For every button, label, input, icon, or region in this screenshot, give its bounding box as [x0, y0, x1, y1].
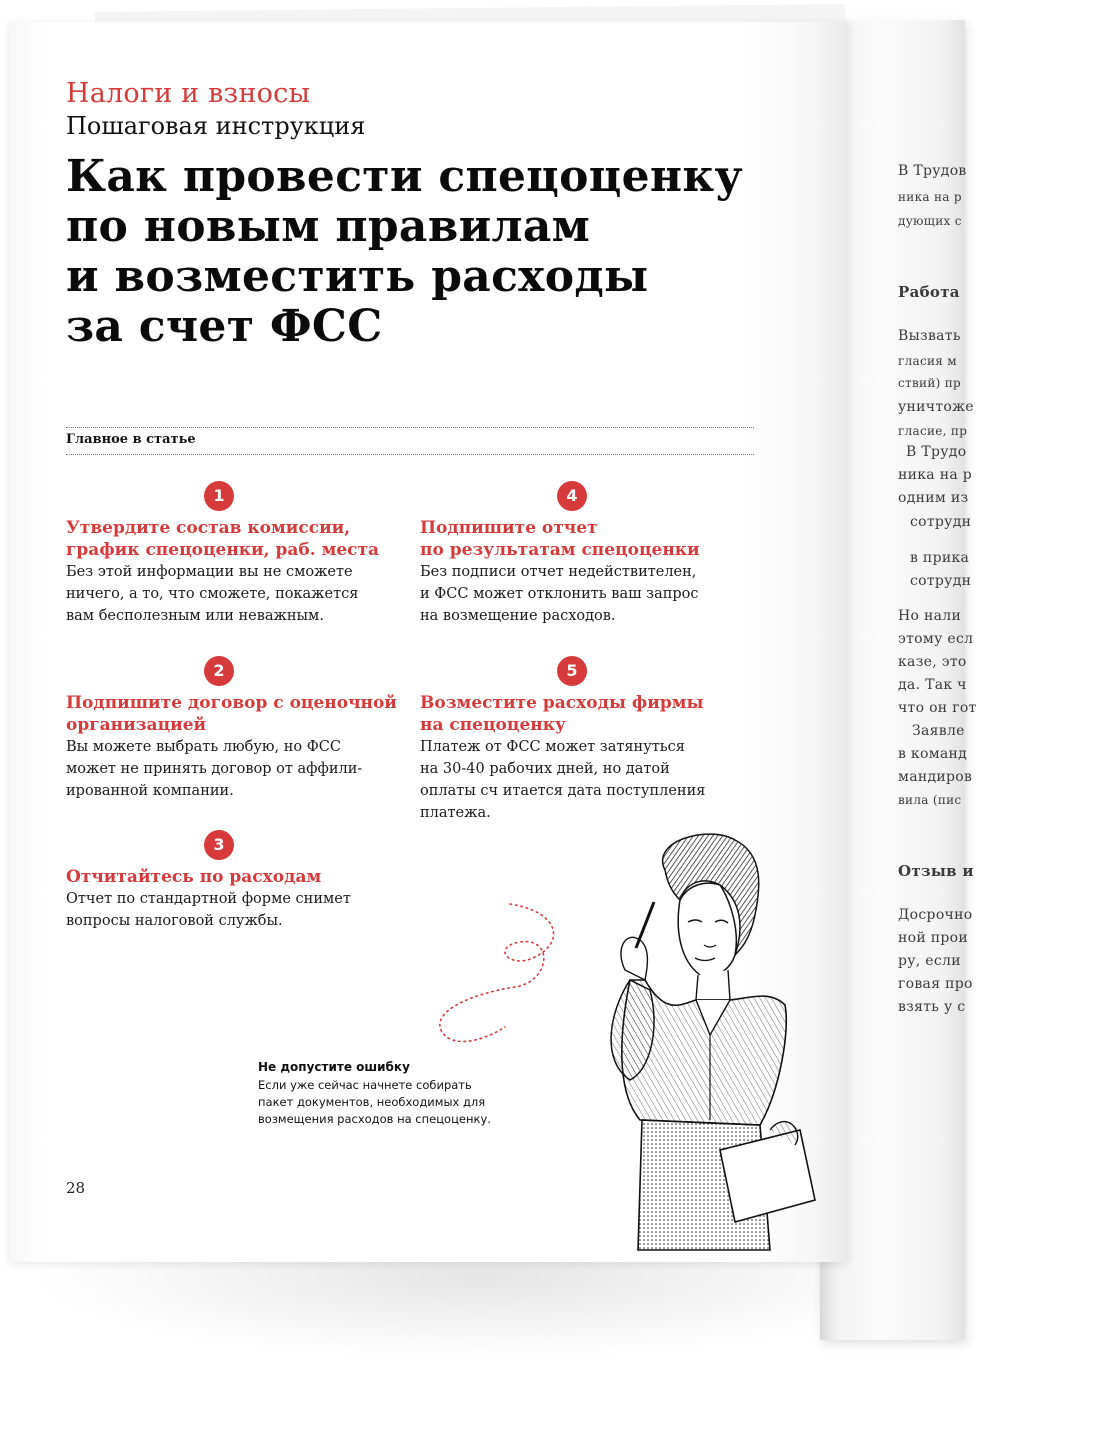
right-text-line: ника на р — [898, 467, 972, 483]
step-title-line: Возместите расходы фирмы — [420, 693, 704, 713]
right-text-line: ной прои — [898, 930, 968, 946]
step-number-badge: 2 — [204, 656, 234, 686]
note-text-line: возмещения расходов на спецоценку. — [258, 1112, 491, 1126]
right-text-line: ника на р — [898, 190, 962, 204]
right-text-line: гласия м — [898, 354, 957, 368]
step-text-line: Вы можете выбрать любую, но ФСС — [66, 739, 341, 755]
subrubric: Пошаговая инструкция — [66, 112, 366, 140]
headline-line: по новым правилам — [66, 201, 591, 252]
right-text-line: вила (пис — [898, 793, 962, 807]
right-text-line: Но нали — [898, 608, 962, 624]
right-text-line: Досрочно — [898, 907, 973, 923]
note-text-line: пакет документов, необходимых для — [258, 1095, 486, 1109]
step-number-badge: 4 — [557, 481, 587, 511]
step-title-line: Подпишите отчет — [420, 518, 598, 538]
right-text-line: в команд — [898, 746, 968, 762]
note-title: Не допустите ошибку — [258, 1060, 410, 1074]
right-text-line: да. Так ч — [898, 677, 967, 693]
step-title — [420, 692, 765, 736]
right-text-line: одним из — [898, 490, 969, 506]
step-title-line: Утвердите состав комиссии, — [66, 518, 351, 538]
step-text-line: на 30-40 рабочих дней, но датой — [420, 761, 670, 777]
headline-line: Как провести спецоценку — [66, 151, 743, 202]
step-text-line: ированной компании. — [66, 783, 234, 799]
step-title-line: Отчитайтесь по расходам — [66, 867, 322, 887]
note-text-line: Если уже сейчас начнете собирать — [258, 1078, 472, 1092]
note-text — [258, 1077, 491, 1128]
step-5 — [420, 656, 765, 826]
headline — [66, 152, 766, 352]
step-title — [66, 517, 411, 561]
step-text-line: Без этой информации вы не сможете — [66, 564, 353, 580]
step-text — [66, 888, 351, 932]
right-text-line: казе, это — [898, 654, 967, 670]
step-number-badge: 3 — [204, 830, 234, 860]
right-text-line: уничтоже — [898, 399, 974, 415]
step-text — [66, 736, 362, 802]
right-text-line: В Трудов — [898, 163, 967, 179]
right-text-line: что он гот — [898, 700, 977, 716]
headline-line: и возместить расходы — [66, 251, 649, 302]
step-number-badge: 1 — [204, 481, 234, 511]
step-text-line: ничего, а то, что сможете, покажется — [66, 586, 359, 602]
right-text-line: ствий) пр — [898, 376, 961, 390]
right-subheading: Отзыв и — [898, 862, 974, 880]
step-text-line: на возмещение расходов. — [420, 608, 616, 624]
right-text-line: сотрудн — [910, 514, 972, 530]
right-text-line: Заявле — [912, 723, 965, 739]
step-title-line: на спецоценку — [420, 715, 566, 735]
step-text-line: Отчет по стандартной форме снимет — [66, 891, 351, 907]
step-text-line: Без подписи отчет недействителен, — [420, 564, 697, 580]
headline-line: за счет ФСС — [66, 301, 383, 352]
step-1 — [66, 481, 411, 631]
step-text — [420, 561, 699, 627]
right-text-line: говая про — [898, 976, 973, 992]
step-title-line: по результатам спецоценки — [420, 540, 700, 560]
step-text — [420, 736, 705, 824]
step-title — [66, 866, 411, 888]
step-2 — [66, 656, 411, 806]
right-text-line: гласие, пр — [898, 424, 968, 438]
right-text-line: дующих с — [898, 214, 962, 228]
step-title — [420, 517, 765, 561]
right-text-line: В Трудо — [906, 444, 967, 460]
step-title-line: график спецоценки, раб. места — [66, 540, 380, 560]
right-text-line: взять у с — [898, 999, 966, 1015]
divider-bottom — [66, 454, 754, 455]
right-text-line: Вызвать — [898, 328, 961, 344]
step-text-line: Платеж от ФСС может затянуться — [420, 739, 685, 755]
right-text-line: мандиров — [898, 769, 973, 785]
step-title-line: Подпишите договор с оценочной — [66, 693, 397, 713]
right-text-line: ру, если — [898, 953, 961, 969]
right-text-line: в прика — [910, 550, 970, 566]
step-number-badge: 5 — [557, 656, 587, 686]
step-title — [66, 692, 411, 736]
step-text-line: оплаты сч итается дата поступления — [420, 783, 706, 799]
step-text-line: вам бесполезным или неважным. — [66, 608, 324, 624]
step-4 — [420, 481, 765, 631]
step-text-line: вопросы налоговой службы. — [66, 913, 283, 929]
step-text-line: может не принять договор от аффили- — [66, 761, 363, 777]
step-title-line: организацией — [66, 715, 207, 735]
right-subheading: Работа — [898, 283, 960, 301]
note-box — [258, 1060, 491, 1128]
divider-top — [66, 427, 754, 428]
right-text-line: сотрудн — [910, 573, 972, 589]
main-points-label: Главное в статье — [66, 432, 196, 447]
step-text — [66, 561, 358, 627]
woman-illustration-icon — [570, 830, 820, 1250]
rubric: Налоги и взносы — [66, 78, 311, 109]
step-text-line: платежа. — [420, 805, 491, 821]
page-number: 28 — [66, 1179, 86, 1197]
step-text-line: и ФСС может отклонить ваш запрос — [420, 586, 699, 602]
step-3 — [66, 830, 411, 940]
left-page — [10, 22, 848, 1262]
right-text-line: этому есл — [898, 631, 974, 647]
